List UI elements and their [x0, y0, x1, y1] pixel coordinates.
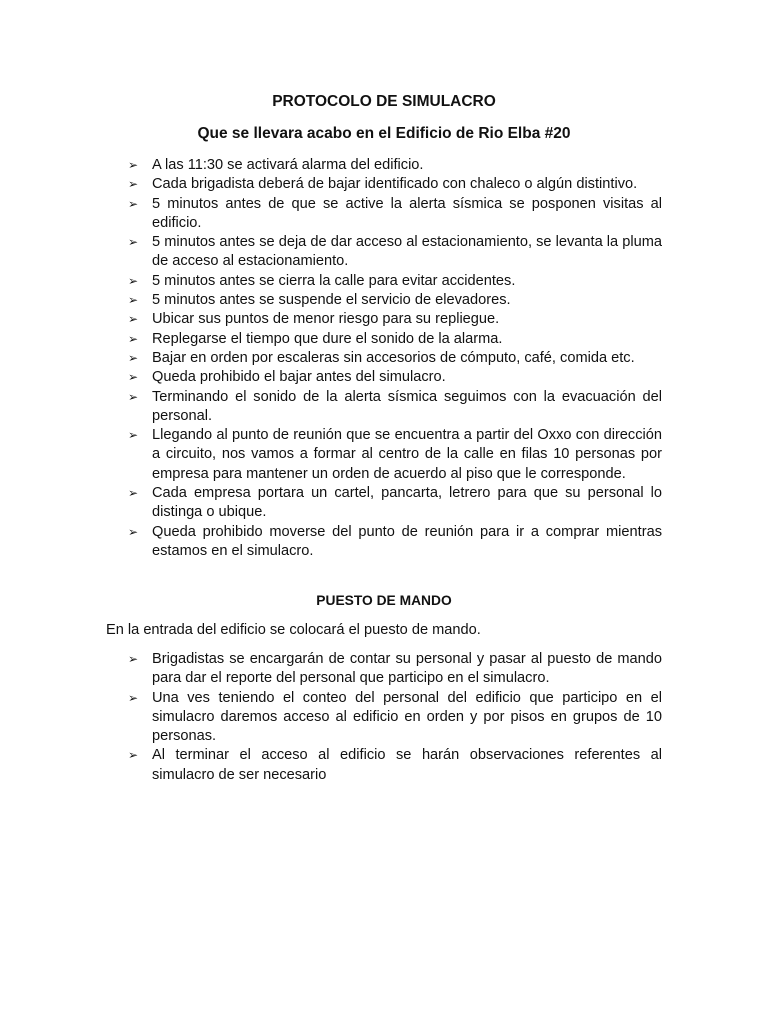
section-intro-text: En la entrada del edificio se colocará el puesto de mando.: [106, 622, 481, 638]
list-item-text: Replegarse el tiempo que dure el sonido de la alarma.: [152, 330, 503, 347]
list-item-text: 5 minutos antes de que se active la alerta sísmica se posponen visitas al edificio.: [152, 195, 662, 231]
document-subtitle: Que se llevara acabo en el Edificio de Rio Elba #20: [197, 125, 571, 142]
list-item-text: A las 11:30 se activará alarma del edificio.: [152, 157, 424, 173]
arrow-bullet-icon: ➢: [128, 196, 139, 211]
list-item-text: Cada brigadista deberá de bajar identificado con chaleco o algún distintivo.: [152, 176, 638, 193]
list-item: [128, 175, 662, 194]
arrow-bullet-icon: ➢: [128, 690, 139, 705]
list-item-text: Bajar en orden por escaleras sin accesorios de cómputo, café, comida etc.: [152, 349, 635, 366]
list-item-text: Queda prohibido el bajar antes del simulacro.: [152, 369, 446, 386]
list-item: [128, 291, 662, 310]
list-item: [128, 156, 662, 175]
list-item-text: Brigadistas se encargarán de contar su personal y pasar al puesto de mando para dar el reporte del personal que participo en el simulacro.: [152, 651, 662, 687]
puesto-de-mando-list: [128, 650, 662, 785]
list-item-text: Cada empresa portara un cartel, pancarta, letrero para que su personal lo distinga o ubique.: [152, 485, 662, 521]
list-item: [128, 650, 662, 689]
arrow-bullet-icon: ➢: [128, 652, 139, 666]
arrow-bullet-icon: ➢: [128, 177, 139, 192]
protocol-list: [128, 156, 662, 561]
list-item: [128, 388, 662, 427]
list-item: [128, 523, 662, 562]
arrow-bullet-icon: ➢: [128, 389, 139, 404]
arrow-bullet-icon: ➢: [128, 524, 139, 539]
list-item: [128, 368, 662, 387]
list-item: [128, 689, 662, 747]
list-item: [128, 426, 662, 484]
arrow-bullet-icon: ➢: [128, 273, 139, 288]
list-item: [128, 746, 662, 785]
document-title: PROTOCOLO DE SIMULACRO: [272, 93, 496, 110]
list-item-text: 5 minutos antes se deja de dar acceso al estacionamiento, se levanta la pluma de acceso al estacionamiento.: [152, 234, 662, 270]
arrow-bullet-icon: ➢: [128, 370, 139, 385]
list-item-text: Al terminar el acceso al edificio se harán observaciones referentes al simulacro de ser necesario: [152, 747, 662, 783]
list-item-text: Terminando el sonido de la alerta sísmica seguimos con la evacuación del personal.: [152, 388, 662, 424]
list-item-text: Queda prohibido moverse del punto de reunión para ir a comprar mientras estamos en el simulacro.: [152, 523, 662, 559]
list-item: [128, 195, 662, 234]
list-item: [128, 233, 662, 272]
section-heading-puesto-de-mando: PUESTO DE MANDO: [316, 593, 452, 608]
arrow-bullet-icon: ➢: [128, 293, 139, 308]
list-item: [128, 310, 662, 329]
list-item-text: Una ves teniendo el conteo del personal del edificio que participo en el simulacro daremos acceso al edificio en orden y por pisos en grupos de 10 personas.: [152, 689, 662, 745]
list-item: [128, 484, 662, 523]
list-item: [128, 330, 662, 349]
arrow-bullet-icon: ➢: [128, 235, 139, 250]
arrow-bullet-icon: ➢: [128, 331, 139, 346]
list-item-text: Llegando al punto de reunión que se encuentra a partir del Oxxo con dirección a circuito, nos vamos a formar al centro de la calle en filas 10 personas por empresa para mantener un orden de acuerdo al piso que le corresponde.: [152, 427, 662, 482]
list-item: [128, 349, 662, 368]
arrow-bullet-icon: ➢: [128, 486, 139, 501]
arrow-bullet-icon: ➢: [128, 748, 139, 763]
arrow-bullet-icon: ➢: [128, 158, 139, 172]
arrow-bullet-icon: ➢: [128, 350, 139, 365]
arrow-bullet-icon: ➢: [128, 312, 139, 327]
list-item-text: Ubicar sus puntos de menor riesgo para su repliegue.: [152, 311, 500, 328]
list-item-text: 5 minutos antes se cierra la calle para evitar accidentes.: [152, 272, 516, 289]
list-item-text: 5 minutos antes se suspende el servicio de elevadores.: [152, 292, 511, 309]
list-item: [128, 272, 662, 291]
arrow-bullet-icon: ➢: [128, 428, 139, 443]
